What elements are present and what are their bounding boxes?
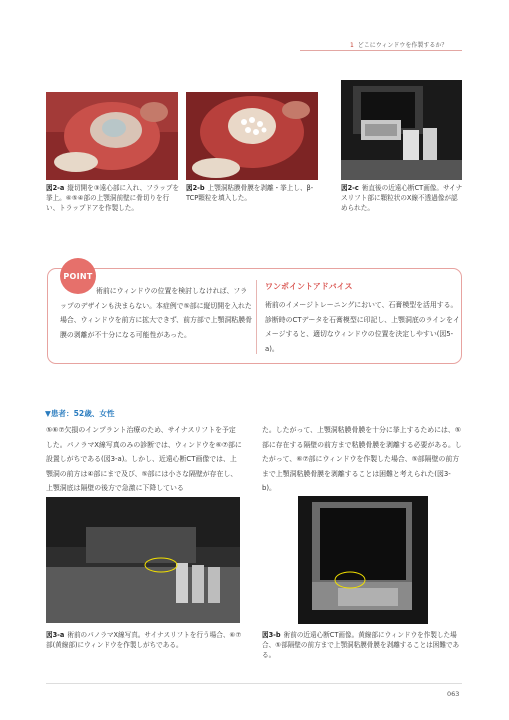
fig3b-caption [262,630,462,660]
point-body: 術前にウィンドウの位置を検討しなければ、フラップのデザインも決まらない。本症例で⑤部に縦切開を入れた場合、ウィンドウを前方に拡大できず、前方部で上顎洞粘膜骨膜の剥離が不十分になる可能性があった。 [60,287,252,339]
fig2b-label: 図2-b [186,184,205,192]
fig3a-caption-text: 術前のパノラマX線写真。サイナスリフトを行う場合、⑥⑦部(黄線部)にウィンドウを作製しがちである。 [46,631,242,649]
advice-text: 術前のイメージトレーニングにおいて、石膏模型を活用する。診断時のCTデータを石膏模型に印記し、上顎洞底のラインをイメージすると、適切なウィンドウの位置を決定しやすい(図5-a)。 [265,301,460,353]
fig2a-label: 図2-a [46,184,65,192]
fig3b-label: 図3-b [262,631,281,639]
fig3a-panoramic-xray [46,497,240,623]
advice-title: ワンポイントアドバイス [265,282,353,291]
case-title: ▼患者：52歳、女性 [45,409,115,418]
case-body-left: ⑤⑥⑦欠損のインプラント治療のため、サイナスリフトを予定した。パノラマX線写真のみの診断では、ウィンドウを⑥⑦部に設置しがちである(図3-a)。しかし、近遠心断CT画像では、上顎洞の前方は④部にまで及び、⑤部には小さな隔壁が存在し、上顎洞底は隔壁の後方で急激に下降している [46,426,242,492]
case-body-right: た。したがって、上顎洞粘膜骨膜を十分に挙上するためには、⑤部に存在する隔壁の前方まで粘膜骨膜を剥離する必要がある。したがって、⑥⑦部にウィンドウを作製した場合、⑤部隔壁の前方まで上顎洞粘膜骨膜を剥離することは困難と考えられた(図3-b)。 [262,426,462,492]
fig2a-caption-text: 縦切開を③遠心部に入れ、フラップを挙上。⑥⑤④部の上顎洞前壁に骨切りを行い、トラップドアを作製した。 [46,184,180,212]
fig3a-label: 図3-a [46,631,65,639]
chapter-number: 1 [350,42,354,49]
fig3a-caption [46,630,244,650]
running-header [350,40,447,49]
point-badge: POINT [60,258,96,294]
fig2a-caption [46,183,180,213]
footer-rule [46,683,462,684]
fig2c-label: 図2-c [341,184,359,192]
fig2c-caption [341,183,463,213]
fig2c-caption-text: 術直後の近遠心断CT画像。サイナスリフト部に顆粒状のX線不透過像が認められた。 [341,184,463,212]
fig2b-caption [186,183,322,203]
fig2c-ct-image [341,80,462,180]
header-rule [300,50,462,51]
fig3b-caption-text: 術前の近遠心断CT画像。黄線部にウィンドウを作製した場合、⑤部隔壁の前方まで上顎洞粘膜骨膜を剥離することは困難である。 [262,631,460,659]
fig3b-ct-image [298,496,428,624]
chapter-title: どこにウィンドウを作製するか？ [357,42,448,49]
point-text [60,284,252,342]
page-number: 063 [447,690,460,698]
fig2b-surgical-photo [186,92,318,180]
fig2a-surgical-photo [46,92,178,180]
point-divider [256,280,257,354]
fig2b-caption-text: 上顎洞粘膜骨膜を剥離・挙上し、β-TCP顆粒を填入した。 [186,184,314,202]
